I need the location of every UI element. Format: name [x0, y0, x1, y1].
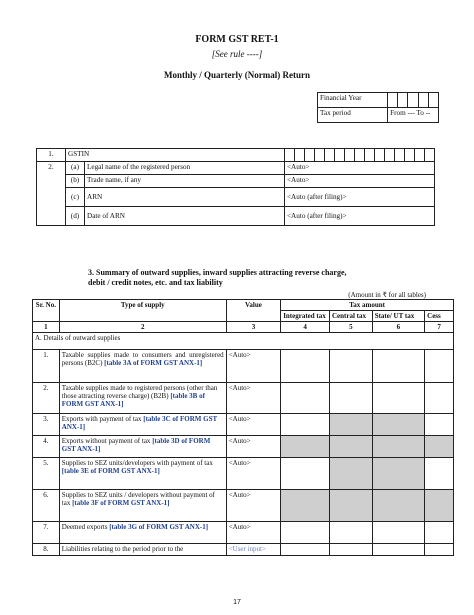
gstin-char-cell[interactable]	[305, 149, 315, 162]
section3-heading-line1: 3. Summary of outward supplies, inward supplies attracting reverse charge,	[88, 268, 347, 277]
integrated-cell[interactable]	[281, 414, 330, 436]
gstin-char-cell[interactable]	[285, 149, 295, 162]
section3-heading	[88, 268, 418, 289]
supply-text: Taxable supplies made to consumers and unregistered persons (B2C)	[61, 351, 224, 368]
supply-description	[59, 522, 226, 544]
fy-digit-cell[interactable]	[428, 93, 438, 108]
page-number: 17	[233, 599, 241, 606]
table-reference: [table 3C of FORM GST ANX-1]	[61, 415, 218, 432]
col-number: 7	[425, 322, 454, 333]
sr-cell: 2.	[37, 162, 66, 226]
row-sr: 3.	[33, 414, 60, 436]
value-input[interactable]: <User input>	[226, 544, 281, 556]
arn-date-label: Date of ARN	[85, 207, 285, 226]
fy-digit-cell[interactable]	[418, 93, 428, 108]
cess-cell[interactable]	[425, 350, 454, 383]
arn-date-value: <Auto (after filing)>	[285, 207, 435, 226]
gstin-char-cell[interactable]	[375, 149, 385, 162]
supply-text: Supplies to SEZ units/developers with payment of tax	[61, 459, 213, 468]
central-cell[interactable]	[329, 350, 372, 383]
gstin-char-cell[interactable]	[355, 149, 365, 162]
summary-table	[32, 299, 454, 556]
table-reference: [table 3E of FORM GST ANX-1]	[61, 467, 160, 476]
trade-name-label: Trade name, if any	[85, 175, 285, 188]
sub-cell: (b)	[66, 175, 85, 188]
amount-note: (Amount in ₹ for all tables)	[348, 291, 426, 299]
col-number: 3	[226, 322, 281, 333]
col-number: 2	[59, 322, 226, 333]
supply-description	[59, 490, 226, 522]
col-state-header: State/ UT tax	[372, 311, 424, 322]
row-sr: 5.	[33, 458, 60, 490]
value-cell: <Auto>	[226, 458, 281, 490]
sub-cell: (d)	[66, 207, 85, 226]
rule-reference: [See rule ----]	[211, 49, 263, 59]
cess-cell-disabled	[425, 436, 454, 458]
section3-heading-line2: debit / credit notes, etc. and tax liability	[88, 278, 223, 288]
col-sr-header: Sr. No.	[33, 300, 60, 322]
supply-text: Taxable supplies made to registered persons (other than those attracting reverse charge) (B2B)	[61, 384, 218, 401]
integrated-cell[interactable]	[281, 383, 330, 414]
trade-name-value: <Auto>	[285, 175, 435, 188]
table-reference: [table 3B of FORM GST ANX-1]	[61, 392, 205, 409]
cess-cell[interactable]	[425, 522, 454, 544]
fy-digit-cell[interactable]	[388, 93, 398, 108]
arn-value: <Auto (after filing)>	[285, 188, 435, 207]
state-cell-disabled	[372, 490, 424, 522]
arn-label: ARN	[85, 188, 285, 207]
col-number: 5	[329, 322, 372, 333]
gstin-char-cell[interactable]	[325, 149, 335, 162]
supply-description	[59, 414, 226, 436]
cess-cell[interactable]	[425, 383, 454, 414]
central-cell-disabled	[329, 458, 372, 490]
integrated-cell-disabled	[281, 436, 330, 458]
form-title: FORM GST RET-1	[195, 34, 279, 45]
gstin-char-cell[interactable]	[315, 149, 325, 162]
table-reference: [table 3G of FORM GST ANX-1]	[109, 523, 209, 532]
table-reference: [table 3D of FORM GST ANX-1]	[61, 437, 211, 454]
cess-cell-disabled	[425, 490, 454, 522]
supply-description	[59, 383, 226, 414]
row-sr: 7.	[33, 522, 60, 544]
state-cell[interactable]	[372, 522, 424, 544]
gstin-char-cell[interactable]	[425, 149, 435, 162]
return-subtitle: Monthly / Quarterly (Normal) Return	[164, 70, 310, 80]
taxpayer-table	[36, 148, 435, 226]
col-number: 6	[372, 322, 424, 333]
supply-description	[59, 436, 226, 458]
integrated-cell[interactable]	[281, 458, 330, 490]
col-integrated-header: Integrated tax	[281, 311, 330, 322]
col-type-header: Type of supply	[59, 300, 226, 322]
tax-period-value[interactable]: From --- To --	[388, 108, 439, 123]
value-cell: <Auto>	[226, 383, 281, 414]
row-sr: 4.	[33, 436, 60, 458]
state-cell[interactable]	[372, 383, 424, 414]
central-cell-disabled	[329, 490, 372, 522]
legal-name-value: <Auto>	[285, 162, 435, 175]
period-box	[317, 92, 439, 123]
sr-cell: 1.	[37, 149, 66, 162]
supply-description	[59, 544, 226, 556]
row-sr: 6.	[33, 490, 60, 522]
gstin-char-cell[interactable]	[345, 149, 355, 162]
legal-name-label: Legal name of the registered person	[85, 162, 285, 175]
table-reference: [table 3F of FORM GST ANX-1]	[72, 499, 170, 508]
central-cell-disabled	[329, 414, 372, 436]
col-tax-amount-header: Tax amount	[281, 300, 454, 311]
integrated-cell[interactable]	[281, 522, 330, 544]
table-reference: [table 3A of FORM GST ANX-1]	[104, 359, 203, 368]
row-sr: 2.	[33, 383, 60, 414]
value-cell: <Auto>	[226, 350, 281, 383]
integrated-cell-disabled	[281, 490, 330, 522]
supply-text: Exports with payment of tax	[61, 415, 142, 424]
fy-digit-cell[interactable]	[398, 93, 408, 108]
cess-cell[interactable]	[425, 414, 454, 436]
state-cell[interactable]	[372, 544, 424, 556]
sub-cell: (a)	[66, 162, 85, 175]
value-cell: <Auto>	[226, 490, 281, 522]
supply-description	[59, 458, 226, 490]
col-number: 1	[33, 322, 60, 333]
value-cell: <Auto>	[226, 522, 281, 544]
central-cell[interactable]	[329, 522, 372, 544]
financial-year-label: Financial Year	[318, 93, 388, 108]
gstin-char-cell[interactable]	[395, 149, 405, 162]
value-cell: <Auto>	[226, 414, 281, 436]
group-a-heading: A. Details of outward supplies	[33, 333, 454, 350]
gstin-char-cell[interactable]	[385, 149, 395, 162]
supply-text: Exports without payment of tax	[61, 437, 151, 446]
gstin-char-cell[interactable]	[415, 149, 425, 162]
value-cell: <Auto>	[226, 436, 281, 458]
gstin-label: GSTIN	[66, 149, 285, 162]
tax-period-label: Tax period	[318, 108, 388, 123]
central-cell-disabled	[329, 436, 372, 458]
supply-text: Supplies to SEZ units / developers without payment of tax	[61, 491, 215, 508]
cess-cell[interactable]	[425, 544, 454, 556]
fy-digit-cell[interactable]	[408, 93, 418, 108]
supply-text: Deemed exports	[61, 523, 108, 532]
state-cell-disabled	[372, 414, 424, 436]
central-cell[interactable]	[329, 383, 372, 414]
row-sr: 1.	[33, 350, 60, 383]
cess-cell[interactable]	[425, 458, 454, 490]
col-central-header: Central tax	[329, 311, 372, 322]
sub-cell: (c)	[66, 188, 85, 207]
gstin-char-cell[interactable]	[295, 149, 305, 162]
central-cell[interactable]	[329, 544, 372, 556]
state-cell-disabled	[372, 436, 424, 458]
integrated-cell[interactable]	[281, 350, 330, 383]
col-cess-header: Cess	[425, 311, 454, 322]
state-cell-disabled	[372, 458, 424, 490]
col-number: 4	[281, 322, 330, 333]
supply-description	[59, 350, 226, 383]
gstin-char-cell[interactable]	[365, 149, 375, 162]
state-cell[interactable]	[372, 350, 424, 383]
supply-text: Liabilities relating to the period prior to the	[61, 545, 184, 554]
gstin-char-cell[interactable]	[335, 149, 345, 162]
row-sr: 8.	[33, 544, 60, 556]
integrated-cell[interactable]	[281, 544, 330, 556]
col-value-header: Value	[226, 300, 281, 322]
gstin-char-cell[interactable]	[405, 149, 415, 162]
